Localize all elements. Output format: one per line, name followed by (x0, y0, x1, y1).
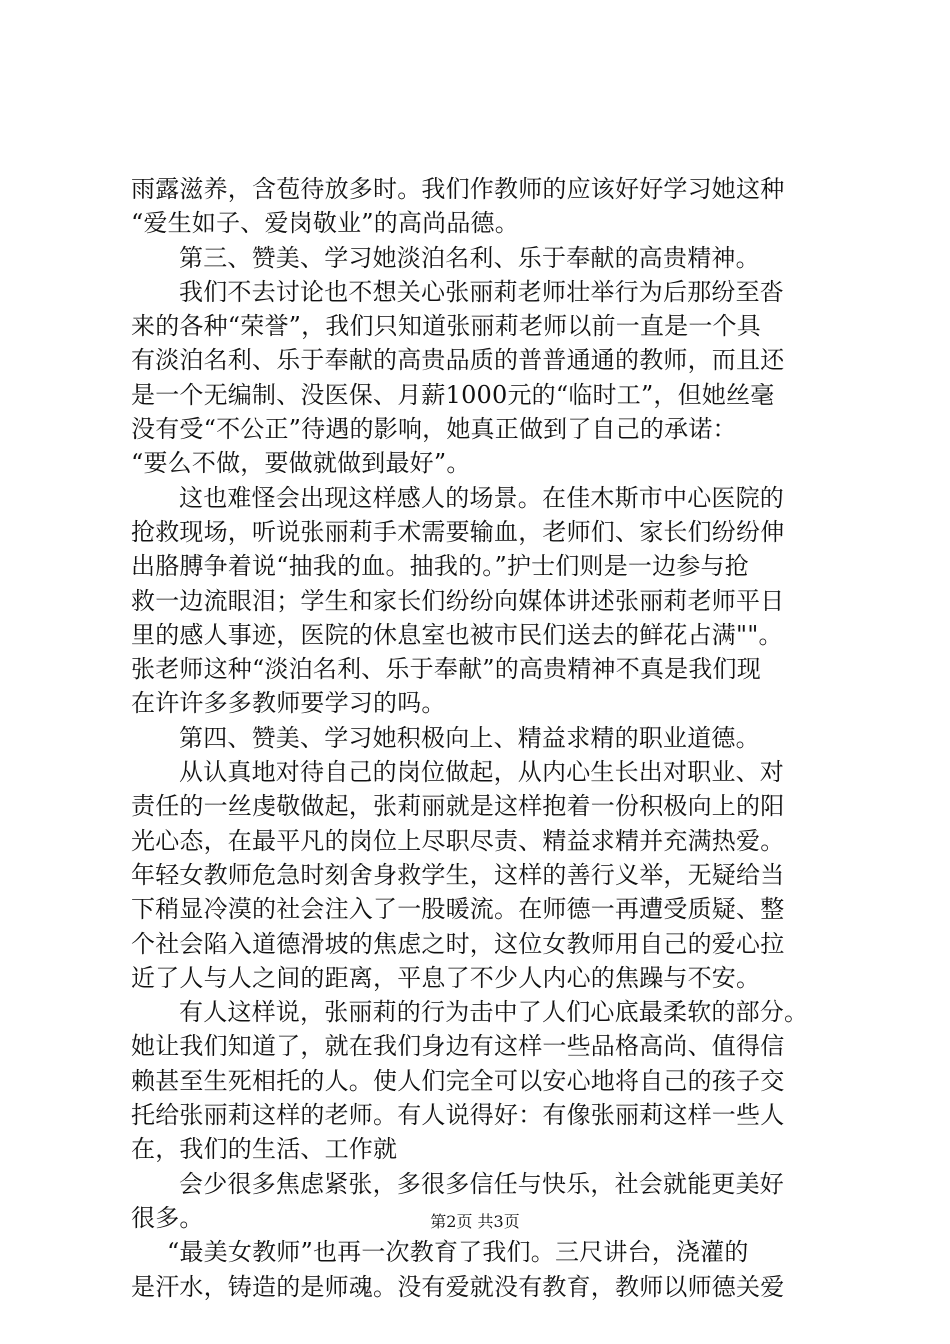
text-line: 在，我们的生活、工作就 (131, 1135, 398, 1164)
text-line: 我们不去讨论也不想关心张丽莉老师壮举行为后那纷至沓 (179, 277, 784, 306)
text-line: 有人这样说，张丽莉的行为击中了人们心底最柔软的部分。 (179, 998, 809, 1027)
text-line: 是一个无编制、没医保、月薪1000元的“临时工”，但她丝毫 (131, 380, 775, 409)
page-number-footer: 第2页 共3页 (430, 1212, 520, 1231)
text-line: 很多。 (131, 1203, 204, 1232)
text-line: 来的各种“荣誉”，我们只知道张丽莉老师以前一直是一个具 (131, 312, 761, 341)
text-line: 出胳膊争着说“抽我的血。抽我的。”护士们则是一边参与抢 (131, 552, 749, 581)
text-line: 没有受“不公正”待遇的影响，她真正做到了自己的承诺： (131, 415, 737, 444)
body-text (131, 172, 831, 1304)
section-heading: 第三、赞美、学习她淡泊名利、乐于奉献的高贵精神。 (179, 243, 760, 272)
section-heading: 第四、赞美、学习她积极向上、精益求精的职业道德。 (179, 723, 760, 752)
text-line: 光心态，在最平凡的岗位上尽职尽责、精益求精并充满热爱。 (131, 826, 785, 855)
text-line: 有淡泊名利、乐于奉献的高贵品质的普普通通的教师，而且还 (131, 346, 785, 375)
text-line: 近了人与人之间的距离，平息了不少人内心的焦躁与不安。 (131, 963, 761, 992)
text-line: 抢救现场，听说张丽莉手术需要输血，老师们、家长们纷纷伸 (131, 517, 785, 546)
text-line: 救一边流眼泪；学生和家长们纷纷向媒体讲述张丽莉老师平日 (131, 586, 785, 615)
text-line: “要么不做，要做就做到最好”。 (131, 449, 471, 478)
text-line: 张老师这种“淡泊名利、乐于奉献”的高贵精神不真是我们现 (131, 655, 761, 684)
text-line: 在许许多多教师要学习的吗。 (131, 689, 446, 718)
text-line: 雨露滋养，含苞待放多时。我们作教师的应该好好学习她这种 (131, 175, 785, 203)
text-line: 托给张丽莉这样的老师。有人说得好：有像张丽莉这样一些人 (131, 1101, 785, 1130)
text-line: 会少很多焦虑紧张，多很多信任与快乐，社会就能更美好 (179, 1169, 784, 1198)
text-line: 她让我们知道了，就在我们身边有这样一些品格高尚、值得信 (131, 1032, 785, 1061)
text-line: 是汗水，铸造的是师魂。没有爱就没有教育，教师以师德关爱 (131, 1272, 785, 1301)
text-line: 个社会陷入道德滑坡的焦虑之时，这位女教师用自己的爱心拉 (131, 929, 785, 958)
text-line: 下稍显冷漠的社会注入了一股暖流。在师德一再遭受质疑、整 (131, 895, 785, 924)
text-line: 从认真地对待自己的岗位做起，从内心生长出对职业、对 (179, 758, 784, 787)
text-line: “最美女教师”也再一次教育了我们。三尺讲台，浇灌的 (167, 1238, 749, 1267)
text-line: 赖甚至生死相托的人。使人们完全可以安心地将自己的孩子交 (131, 1066, 785, 1095)
text-line: “爱生如子、爱岗敬业”的高尚品德。 (131, 209, 519, 238)
text-line: 这也难怪会出现这样感人的场景。在佳木斯市中心医院的 (179, 483, 784, 512)
text-line: 责任的一丝虔敬做起，张莉丽就是这样抱着一份积极向上的阳 (131, 792, 785, 821)
text-line: 年轻女教师危急时刻舍身救学生，这样的善行义举，无疑给当 (131, 860, 785, 889)
text-line: 里的感人事迹，医院的休息室也被市民们送去的鲜花占满""。 (131, 620, 783, 649)
